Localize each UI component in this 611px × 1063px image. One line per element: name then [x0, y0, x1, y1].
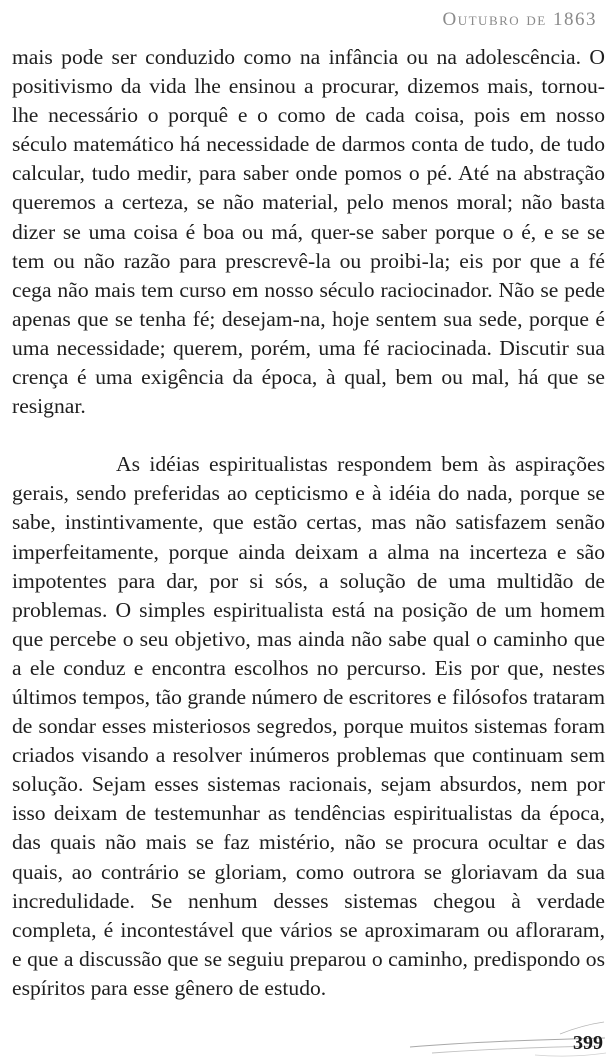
running-head: Outubro de 1863 [442, 9, 597, 30]
decorative-swash-icon [0, 1010, 611, 1063]
body-text [12, 43, 605, 1003]
paragraph-1: mais pode ser conduzido como na infância ou na adolescência. O positivismo da vida lhe ensinou a procurar, dizemos mais, tornou-lhe necessário o porquê e o como de cada coisa, pois em nosso século matemático há necessidade de darmos conta de tudo, de tudo calcular, tudo medir, para saber onde pomos o pé. Até na abstração queremos a certeza, se não material, pelo menos moral; não basta dizer se uma coisa é boa ou má, quer-se saber porque o é, e se se tem ou não razão para prescrevê-la ou proibi-la; eis por que a fé cega não mais tem curso em nosso século raciocinador. Não se pede apenas que se tenha fé; desejam-na, hoje sentem sua sede, porque é uma necessidade; querem, porém, uma fé raciocinada. Discutir sua crença é uma exigência da época, à qual, bem ou mal, há que se resignar. [12, 45, 605, 419]
page-footer [0, 1010, 611, 1063]
paragraph-2: As idéias espiritualistas respondem bem às aspirações gerais, sendo preferidas ao cepticismo e à idéia do nada, porque se sabe, instintivamente, que estão certas, mas não satisfazem senão imperfeitamente, porque ainda deixam a alma na incerteza e são impotentes para dar, por si sós, a solução de uma multidão de problemas. O simples espiritualista está na posição de um homem que percebe o seu objetivo, mas ainda não sabe qual o caminho que a ele conduz e encontra escolhos no percurso. Eis por que, nestes últimos tempos, tão grande número de escritores e filósofos trataram de sondar esses misteriosos segredos, porque muitos sistemas foram criados visando a resolver inúmeros problemas que continuam sem solução. Sejam esses sistemas racionais, sejam absurdos, nem por isso deixam de testemunhar as tendências espiritualistas da época, das quais não mais se faz mistério, não se procura ocultar e das quais, ao contrário se gloriam, como outrora se gloriavam da sua incredulidade. Se nenhum desses sistemas chegou à verdade completa, é incontestável que vários se aproximaram ou afloraram, e que a discussão que se seguiu preparou o caminho, predispondo os espíritos para esse gênero de estudo. [12, 452, 605, 1000]
page-number: 399 [573, 1032, 603, 1054]
